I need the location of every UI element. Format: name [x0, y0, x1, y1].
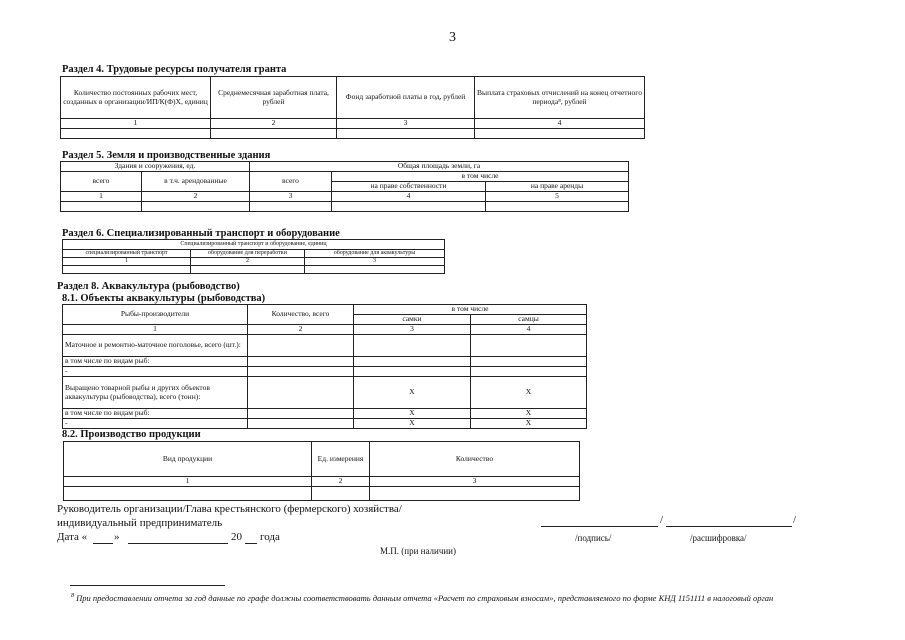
s81-col-number: 1 — [63, 325, 248, 335]
section-6-title: Раздел 6. Специализированный транспорт и оборудование — [62, 228, 340, 239]
s4-value-cell[interactable] — [61, 129, 211, 139]
section-8-title: Раздел 8. Аквакультура (рыбоводство) — [57, 281, 240, 292]
s81-header-female: самки — [354, 315, 471, 325]
s5-value-cell[interactable] — [332, 202, 486, 212]
signer-title-line1: Руководитель организации/Глава крестьянского (фермерского) хозяйства/ — [57, 503, 402, 515]
s5-header-rent: на праве аренды — [486, 182, 629, 192]
s5-header-rented: в т.ч. арендованные — [142, 172, 250, 192]
date-day-field[interactable] — [93, 543, 113, 544]
s81-row-broodstock: Маточное и ремонтно-маточное поголовье, всего (шт.): — [63, 335, 248, 357]
s5-value-cell[interactable] — [486, 202, 629, 212]
s81-header-total: Количество, всего — [248, 305, 354, 325]
s81-value-cell[interactable] — [471, 367, 587, 377]
section-8-2-table — [63, 441, 580, 501]
footnote-mark: 8 — [71, 593, 74, 599]
s5-value-cell[interactable] — [61, 202, 142, 212]
s4-col-number: 3 — [337, 119, 475, 129]
s4-header-jobs: Количество постоянных рабочих мест, созданных в организации/ИП/К(Ф)Х, единиц — [61, 77, 211, 119]
section-6-table — [62, 239, 445, 274]
date-year-field[interactable] — [245, 543, 257, 544]
s4-value-cell[interactable] — [211, 129, 337, 139]
s81-value-cell[interactable] — [471, 357, 587, 367]
s5-header-land-total: всего — [250, 172, 332, 192]
signature-slash: / — [793, 514, 797, 526]
s5-col-number: 3 — [250, 192, 332, 202]
s6-header-processing: оборудование для переработки — [191, 250, 305, 258]
section-8-1-table — [62, 304, 587, 429]
s6-header-aquaculture: оборудование для аквакультуры — [305, 250, 445, 258]
footnote — [57, 592, 865, 604]
s4-header-salary: Среднемесячная заработная плата, рублей — [211, 77, 337, 119]
s4-header-fund: Фонд заработной платы в год, рублей — [337, 77, 475, 119]
s6-header-transport: специализированный транспорт — [63, 250, 191, 258]
s4-value-cell[interactable] — [337, 129, 475, 139]
section-5-table — [60, 161, 629, 212]
signature-caption: /подпись/ — [575, 533, 612, 543]
s81-x-cell: X — [354, 419, 471, 429]
s81-row-by-species: в том числе по видам рыб: — [63, 409, 248, 419]
footnote-separator — [70, 585, 225, 586]
s81-x-cell: X — [354, 409, 471, 419]
s6-value-cell[interactable] — [63, 266, 191, 274]
stamp-caption: М.П. (при наличии) — [380, 546, 456, 556]
signer-title-line2: индивидуальный предприниматель — [57, 517, 223, 529]
s5-value-cell[interactable] — [250, 202, 332, 212]
s81-col-number: 2 — [248, 325, 354, 335]
s81-x-cell: X — [471, 419, 587, 429]
s6-value-cell[interactable] — [191, 266, 305, 274]
s81-x-cell: X — [471, 377, 587, 409]
section-4-table — [60, 76, 645, 139]
s5-header-incl: в том числе — [332, 172, 629, 182]
s5-header-land: Общая площадь земли, га — [250, 162, 629, 172]
signature-field[interactable] — [541, 526, 658, 527]
s82-col-number: 3 — [370, 477, 580, 487]
s81-header-fish: Рыбы-производители — [63, 305, 248, 325]
s81-row-commercial: Выращено товарной рыбы и других объектов аквакультуры (рыбоводства), всего (тонн): — [63, 377, 248, 409]
s5-col-number: 1 — [61, 192, 142, 202]
s82-header-quantity: Количество — [370, 442, 580, 477]
date-label: Дата « — [57, 531, 88, 543]
s82-value-cell[interactable] — [312, 487, 370, 501]
date-quote-close: » — [114, 531, 120, 543]
s5-header-buildings: Здания и сооружения, ед. — [61, 162, 250, 172]
section-4-title: Раздел 4. Трудовые ресурсы получателя гранта — [62, 64, 287, 75]
s81-value-cell[interactable] — [248, 409, 354, 419]
s4-col-number: 1 — [61, 119, 211, 129]
date-year-prefix: 20 — [231, 531, 242, 543]
s5-col-number: 5 — [486, 192, 629, 202]
s82-col-number: 2 — [312, 477, 370, 487]
s82-value-cell[interactable] — [370, 487, 580, 501]
s81-row-dash: - — [63, 367, 248, 377]
s5-value-cell[interactable] — [142, 202, 250, 212]
s82-header-product: Вид продукции — [64, 442, 312, 477]
s5-col-number: 2 — [142, 192, 250, 202]
decoding-caption: /расшифровка/ — [690, 533, 747, 543]
s81-value-cell[interactable] — [248, 419, 354, 429]
s82-value-cell[interactable] — [64, 487, 312, 501]
s81-value-cell[interactable] — [248, 335, 354, 357]
s6-col-number: 3 — [305, 258, 445, 266]
s5-header-total: всего — [61, 172, 142, 192]
s6-value-cell[interactable] — [305, 266, 445, 274]
s81-col-number: 3 — [354, 325, 471, 335]
s4-value-cell[interactable] — [475, 129, 645, 139]
s6-col-number: 2 — [191, 258, 305, 266]
s4-col-number: 4 — [475, 119, 645, 129]
date-year-suffix: года — [260, 531, 280, 543]
s81-row-dash: - — [63, 419, 248, 429]
s81-x-cell: X — [354, 377, 471, 409]
section-8-1-title: 8.1. Объекты аквакультуры (рыбоводства) — [62, 293, 266, 304]
s82-col-number: 1 — [64, 477, 312, 487]
s81-value-cell[interactable] — [354, 367, 471, 377]
section-5-title: Раздел 5. Земля и производственные здания — [62, 150, 271, 161]
s5-header-own: на праве собственности — [332, 182, 486, 192]
s81-row-by-species: в том числе по видам рыб: — [63, 357, 248, 367]
s81-value-cell[interactable] — [248, 367, 354, 377]
s6-header: Специализированный транспорт и оборудование, единиц — [63, 240, 445, 250]
s5-col-number: 4 — [332, 192, 486, 202]
name-decoding-field[interactable] — [666, 526, 792, 527]
s81-col-number: 4 — [471, 325, 587, 335]
signature-slash: / — [660, 514, 664, 526]
s81-value-cell[interactable] — [248, 377, 354, 409]
s81-header-male: самцы — [471, 315, 587, 325]
s81-value-cell[interactable] — [354, 335, 471, 357]
s4-col-number: 2 — [211, 119, 337, 129]
date-month-field[interactable] — [128, 543, 228, 544]
footnote-text: При предоставлении отчета за год данные по графе должны соответствовать данным отчета «Расчет по страховым взносам», представляемого по форме КНД 1151111 в налоговый орган — [76, 592, 774, 603]
s81-value-cell[interactable] — [248, 357, 354, 367]
s81-value-cell[interactable] — [354, 357, 471, 367]
s81-header-incl: в том числе — [354, 305, 587, 315]
s81-value-cell[interactable] — [471, 335, 587, 357]
s4-header-insurance: Выплата страховых отчислений на конец отчетного периода⁸, рублей — [475, 77, 645, 119]
s82-header-unit: Ед. измерения — [312, 442, 370, 477]
section-8-2-title: 8.2. Производство продукции — [62, 429, 201, 440]
page-number: 3 — [449, 30, 456, 45]
s81-x-cell: X — [471, 409, 587, 419]
s6-col-number: 1 — [63, 258, 191, 266]
